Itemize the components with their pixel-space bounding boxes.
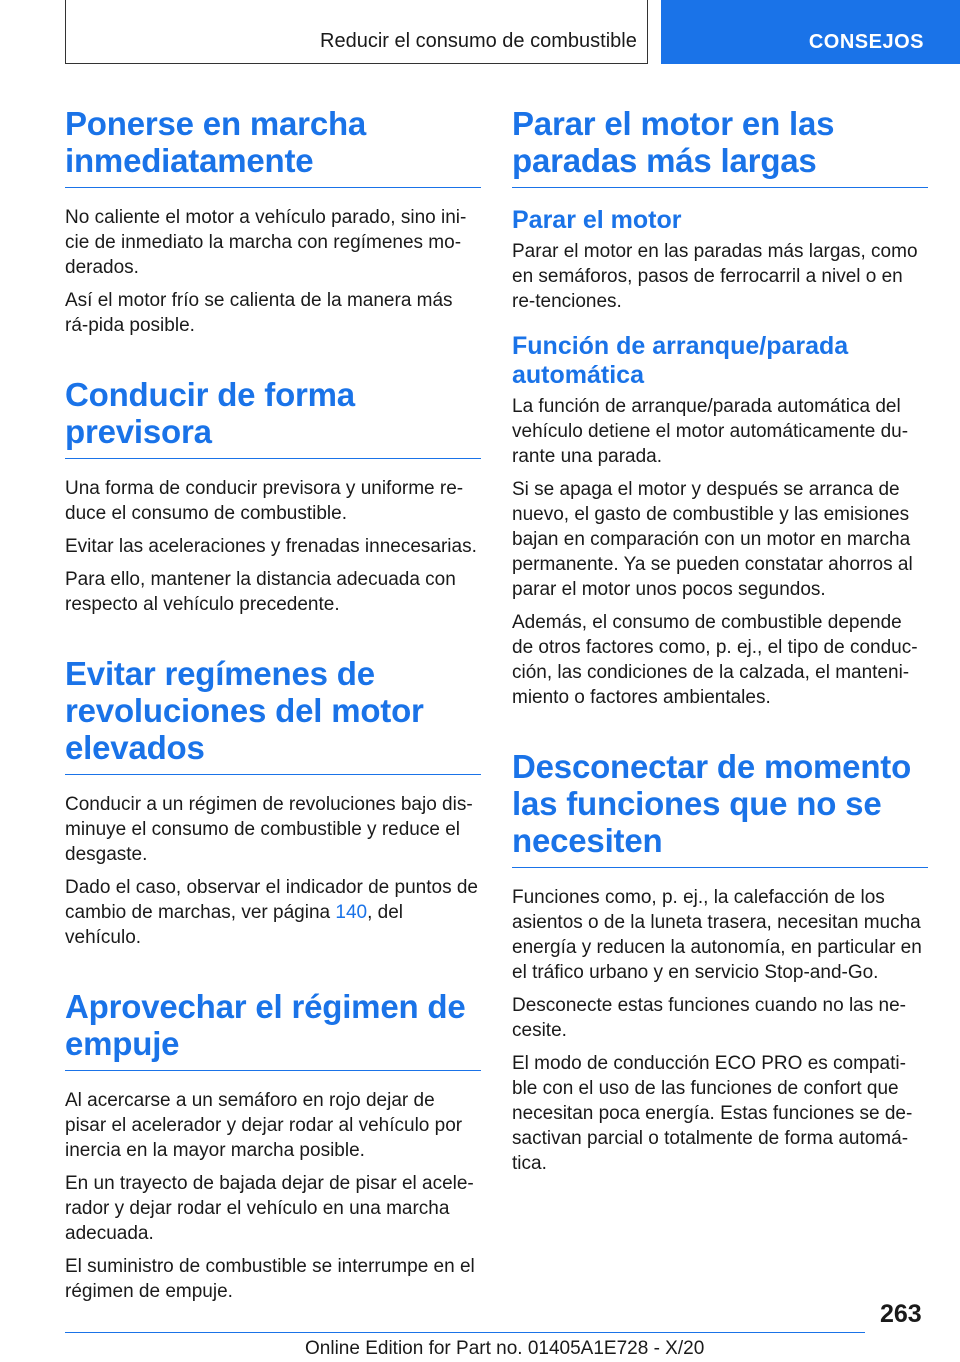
paragraph: El modo de conducción ECO PRO es compati-ble con el uso de las funciones de confort que necesitan poca energía. Estas funciones se de-sactivan parcial o totalmente de forma automá-tica. <box>512 1053 913 1174</box>
heading-desconectar-funciones: Desconectar de momento las funciones que no se necesiten <box>512 748 928 868</box>
heading-parar-motor-paradas: Parar el motor en las paradas más largas <box>512 105 928 188</box>
paragraph: Funciones como, p. ej., la calefacción de los asientos o de la luneta trasera, necesitan mucha energía y reducen la autonomía, en particular en el tráfico urbano y en servicio Stop-and-Go. <box>512 887 922 983</box>
paragraph: Conducir a un régimen de revoluciones bajo dis-minuye el consumo de combustible y reduce el desgaste. <box>65 794 473 865</box>
subheading-parar-motor: Parar el motor <box>512 206 682 234</box>
heading-ponerse-en-marcha: Ponerse en marcha inmediatamente <box>65 105 481 188</box>
paragraph: Una forma de conducir previsora y uniforme re-duce el consumo de combustible. <box>65 478 464 524</box>
page-number: 263 <box>880 1300 922 1328</box>
paragraph: Evitar las aceleraciones y frenadas innecesarias. <box>65 536 477 557</box>
paragraph: Si se apaga el motor y después se arranca de nuevo, el gasto de combustible y las emisiones bajan en comparación con un motor en marcha permanente. Ya se pueden constatar ahorros al parar el motor unos pocos segundos. <box>512 479 913 600</box>
paragraph: Desconecte estas funciones cuando no las ne-cesite. <box>512 995 906 1041</box>
paragraph: La función de arranque/parada automática del vehículo detiene el motor automáticamente du-rante una parada. <box>512 396 909 467</box>
heading-conducir-previsora: Conducir de forma previsora <box>65 376 481 459</box>
text: Dado el caso, observar el indicador de puntos de cambio de marchas, ver página <box>65 877 478 923</box>
header-title: Reducir el consumo de combustible <box>320 30 637 52</box>
subheading-arranque-parada: Función de arranque/parada automática <box>512 332 849 389</box>
heading-evitar-regimenes: Evitar regímenes de revoluciones del motor elevados <box>65 655 481 775</box>
heading-aprovechar-empuje: Aprovechar el régimen de empuje <box>65 988 481 1071</box>
chapter-tab <box>661 0 960 64</box>
paragraph: Así el motor frío se calienta de la manera más rá-pida posible. <box>65 290 453 336</box>
text: , del vehículo. <box>65 902 403 948</box>
paragraph-with-link <box>65 875 481 950</box>
paragraph: Además, el consumo de combustible depende de otros factores como, p. ej., el tipo de conduc-ción, las condiciones de la calzada, el manteni-miento o factores ambientales. <box>512 612 918 708</box>
paragraph: Parar el motor en las paradas más largas, como en semáforos, pasos de ferrocarril a nivel o en re-tenciones. <box>512 241 918 312</box>
right-column <box>512 105 928 1176</box>
left-column <box>65 105 481 1304</box>
paragraph: Para ello, mantener la distancia adecuada con respecto al vehículo precedente. <box>65 569 456 615</box>
footer-divider <box>65 1332 865 1333</box>
chapter-tab-label: CONSEJOS <box>808 31 924 53</box>
paragraph: En un trayecto de bajada dejar de pisar el acele-rador y dejar rodar el vehículo en una marcha adecuada. <box>65 1173 474 1244</box>
paragraph: Al acercarse a un semáforo en rojo dejar de pisar el acelerador y dejar rodar al vehículo por inercia en la mayor marcha posible. <box>65 1090 463 1161</box>
paragraph: El suministro de combustible se interrumpe en el régimen de empuje. <box>65 1256 475 1302</box>
paragraph: No caliente el motor a vehículo parado, sino ini-cie de inmediato la marcha con regímenes mo-derados. <box>65 207 467 278</box>
page-reference-link[interactable]: 140 <box>335 902 368 923</box>
footer-edition: Online Edition for Part no. 01405A1E728 - X/20 <box>305 1338 705 1359</box>
